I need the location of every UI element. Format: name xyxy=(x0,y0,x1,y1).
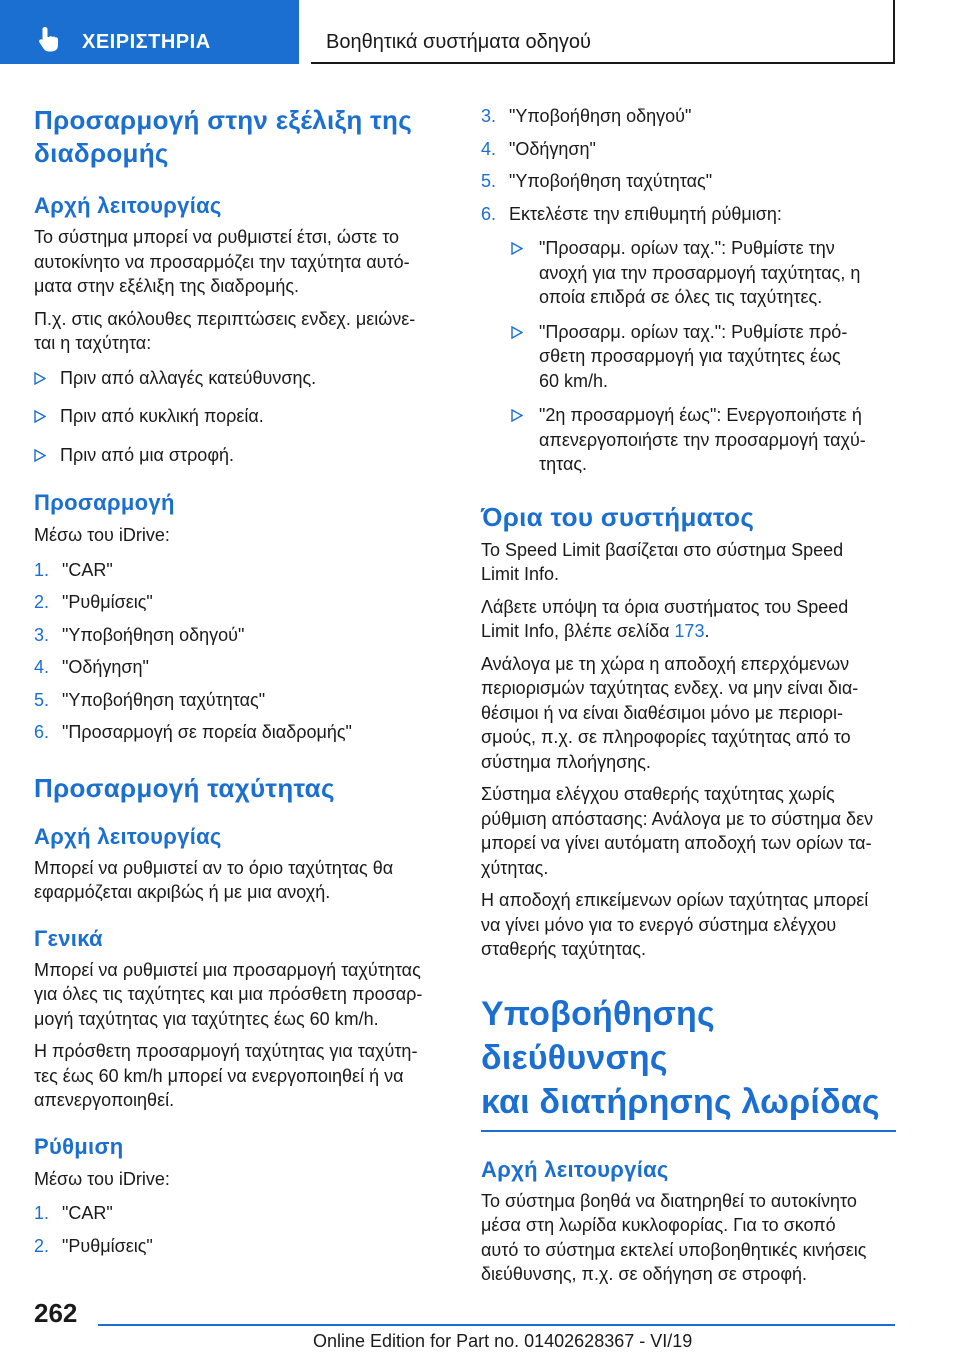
paragraph-general-1 xyxy=(34,958,450,1032)
text-line: διεύθυνσης, π.χ. σε οδήγηση σε στροφή. xyxy=(481,1264,808,1284)
heading-setting: Ρύθμιση xyxy=(34,1133,124,1159)
heading-line: Υποβοήθησης διεύθυνσης xyxy=(481,994,715,1077)
step-text: "Οδήγηση" xyxy=(62,657,149,677)
step-text: "Προσαρμογή σε πορεία διαδρομής" xyxy=(62,722,352,742)
paragraph-limits-1 xyxy=(481,538,896,587)
text-line: Μπορεί να ρυθμιστεί μια προσαρμογή ταχύτητας xyxy=(34,959,421,980)
triangle-bullet-icon xyxy=(34,372,46,385)
triangle-bullet-icon xyxy=(511,409,523,422)
list-item xyxy=(481,202,896,227)
paragraph-via-idrive: Μέσω του iDrive: xyxy=(34,1168,170,1189)
steps-list xyxy=(481,104,896,226)
text-line: Μπορεί να ρυθμιστεί αν το όριο ταχύτητας θα xyxy=(34,857,394,878)
step-number: 4. xyxy=(34,657,50,677)
text-line: Ανάλογα με τη χώρα η αποδοχή επερχόμενων xyxy=(481,653,850,674)
page-reference-link[interactable]: 173 xyxy=(674,621,705,641)
text-line: 60 km/h. xyxy=(539,370,609,391)
text-line: τητας. xyxy=(539,454,588,474)
heading-system-limits: Όρια του συστήματος xyxy=(481,501,755,532)
pointing-hand-icon xyxy=(36,25,64,53)
paragraph-principle xyxy=(34,856,450,905)
paragraph-limits-3 xyxy=(481,652,896,775)
left-column xyxy=(34,100,450,1258)
list-item xyxy=(481,104,896,129)
chapter-tab-label: ΧΕΙΡΙΣΤΗΡΙΑ xyxy=(82,31,211,53)
text-line: σταθερής ταχύτητας. xyxy=(481,939,646,959)
text-line: "Προσαρμ. ορίων ταχ.": Ρυθμίστε την xyxy=(539,238,835,258)
step-text: "Υποβοήθηση οδηγού" xyxy=(62,624,245,645)
step-text: "Ρυθμίσεις" xyxy=(62,1235,153,1256)
step-number: 6. xyxy=(481,203,497,224)
text-line: Η αποδοχή επικείμενων ορίων ταχύτητας μπορεί xyxy=(481,890,869,910)
sub-bullet-item xyxy=(481,403,896,477)
list-item xyxy=(34,655,450,680)
heading-lane-assist xyxy=(481,992,896,1124)
triangle-bullet-icon xyxy=(34,410,46,423)
text-line: μπορεί να γίνει αυτόματη αποδοχή των ορίων τα- xyxy=(481,833,872,853)
list-item xyxy=(34,590,450,615)
text-line: Σύστημα ελέγχου σταθερής ταχύτητας χωρίς xyxy=(481,784,835,804)
list-item xyxy=(481,169,896,194)
footer-divider xyxy=(98,1324,895,1326)
text-span: . xyxy=(704,621,710,641)
bullet-text: Πριν από κυκλική πορεία. xyxy=(60,406,264,426)
step-number: 5. xyxy=(34,689,50,710)
step-text: Εκτελέστε την επιθυμητή ρύθμιση: xyxy=(509,203,782,224)
text-line: οποία επιδρά σε όλες τις ταχύτητες. xyxy=(539,287,823,307)
list-item xyxy=(481,137,896,162)
list-item xyxy=(34,688,450,713)
text-line: αυτό το σύστημα εκτελεί υποβοηθητικές κινήσεις xyxy=(481,1239,867,1260)
step-number: 5. xyxy=(481,171,497,191)
heading-line: διαδρομής xyxy=(34,138,169,168)
heading-general: Γενικά xyxy=(34,925,103,951)
text-line: απενεργοποιήστε την προσαρμογή ταχύ- xyxy=(539,429,866,450)
text-line: ανοχή για την προσαρμογή ταχύτητας, η xyxy=(539,262,861,283)
heading-principle: Αρχή λειτουργίας xyxy=(481,1156,669,1182)
text-line: απενεργοποιηθεί. xyxy=(34,1090,175,1110)
text-line: μέσα στη λωρίδα κυκλοφορίας. Για το σκοπό xyxy=(481,1215,836,1235)
text-line: ται η ταχύτητα: xyxy=(34,333,152,353)
page-number: 262 xyxy=(34,1298,78,1328)
step-text: "Υποβοήθηση ταχύτητας" xyxy=(62,689,266,710)
text-line: Λάβετε υπόψη τα όρια συστήματος του Speed xyxy=(481,596,849,617)
paragraph-general-2 xyxy=(34,1039,450,1113)
text-line: να γίνει μόνο για το ενεργό σύστημα ελέγχου xyxy=(481,914,837,935)
text-line: μογή ταχύτητας για ταχύτητες έως 60 km/h. xyxy=(34,1008,379,1029)
text-line: σμούς, π.χ. σε πληροφορίες ταχύτητας από το xyxy=(481,727,851,747)
steps-list xyxy=(34,1201,450,1258)
step-number: 1. xyxy=(34,1203,50,1223)
chapter-tab[interactable] xyxy=(0,0,299,64)
section-tab-label: Βοηθητικά συστήματα οδηγού xyxy=(326,31,591,53)
heading-principle: Αρχή λειτουργίας xyxy=(34,193,222,218)
step-text: "Ρυθμίσεις" xyxy=(62,592,153,612)
text-line: Limit Info. xyxy=(481,564,560,584)
step-number: 2. xyxy=(34,1235,50,1256)
bullet-text: Πριν από μια στροφή. xyxy=(60,444,235,465)
sub-bullet-item xyxy=(481,236,896,310)
paragraph-limits-5 xyxy=(481,888,896,962)
paragraph-lane xyxy=(481,1189,896,1287)
bullet-text: Πριν από αλλαγές κατεύθυνσης. xyxy=(60,367,317,388)
text-line: σύστημα πλοήγησης. xyxy=(481,751,651,772)
step-number: 3. xyxy=(481,106,497,126)
heading-speed-adaptation: Προσαρμογή ταχύτητας xyxy=(34,772,335,803)
heading-adapt-route xyxy=(34,104,450,170)
step-text: "Οδήγηση" xyxy=(509,138,596,159)
text-line: "2η προσαρμογή έως": Ενεργοποιήστε ή xyxy=(539,405,862,425)
paragraph-limits-2 xyxy=(481,595,896,644)
list-item xyxy=(34,1234,450,1259)
heading-principle: Αρχή λειτουργίας xyxy=(34,823,222,849)
text-line: για όλες τις ταχύτητες και μια πρόσθετη προσαρ- xyxy=(34,984,423,1004)
text-line: χύτητας. xyxy=(481,857,549,878)
page-header xyxy=(0,0,960,66)
bullet-item xyxy=(34,404,450,429)
text-line: περιορισμών ταχύτητας ενδεχ. να μην είναι δια- xyxy=(481,678,859,698)
text-line: εφαρμόζεται ακριβώς ή με μια ανοχή. xyxy=(34,882,331,902)
step-number: 6. xyxy=(34,722,50,742)
bullet-item xyxy=(34,366,450,391)
heading-line: και διατήρησης λωρίδας xyxy=(481,1082,880,1121)
text-line: ματα στην εξέλιξη της διαδρομής. xyxy=(34,276,299,296)
sub-bullet-item xyxy=(481,320,896,394)
text-line xyxy=(481,619,896,644)
triangle-bullet-icon xyxy=(511,242,523,255)
text-line: σθετη προσαρμογή για ταχύτητες έως xyxy=(539,346,841,366)
heading-line: Προσαρμογή στην εξέλιξη της xyxy=(34,105,413,135)
paragraph-intro xyxy=(34,225,450,299)
text-span: Limit Info, βλέπε σελίδα xyxy=(481,621,675,641)
text-line: τες έως 60 km/h μπορεί να ενεργοποιηθεί ή να xyxy=(34,1065,404,1086)
text-line: ρύθμιση απόστασης: Ανάλογα με το σύστημα δεν xyxy=(481,808,874,829)
right-column xyxy=(481,104,896,1287)
step-number: 1. xyxy=(34,559,50,580)
text-line: "Προσαρμ. ορίων ταχ.": Ρυθμίστε πρό- xyxy=(539,321,848,342)
triangle-bullet-icon xyxy=(34,449,46,462)
list-item xyxy=(34,558,450,583)
text-line: Η πρόσθετη προσαρμογή ταχύτητας για ταχύτη- xyxy=(34,1041,418,1061)
step-text: "CAR" xyxy=(62,559,113,580)
list-item xyxy=(34,720,450,745)
list-item xyxy=(34,1201,450,1226)
text-line: Π.χ. στις ακόλουθες περιπτώσεις ενδεχ. μειώνε- xyxy=(34,308,416,329)
step-number: 3. xyxy=(34,624,50,645)
step-text: "Υποβοήθηση οδηγού" xyxy=(509,106,692,126)
section-tab[interactable] xyxy=(311,0,895,64)
edition-note: Online Edition for Part no. 01402628367 - VI/19 xyxy=(313,1331,693,1351)
paragraph-example xyxy=(34,307,450,356)
paragraph-via-idrive: Μέσω του iDrive: xyxy=(34,525,170,545)
text-line: θέσιμοι ή να είναι διαθέσιμοι μόνο με περιορι- xyxy=(481,702,844,723)
step-number: 2. xyxy=(34,592,50,612)
text-line: Το Speed Limit βασίζεται στο σύστημα Speed xyxy=(481,539,844,560)
list-item xyxy=(34,623,450,648)
heading-adaptation: Προσαρμογή xyxy=(34,490,175,515)
section-divider xyxy=(481,1130,896,1132)
text-line: αυτοκίνητο να προσαρμόζει την ταχύτητα αυτό- xyxy=(34,251,410,272)
steps-list xyxy=(34,558,450,745)
bullet-item xyxy=(34,443,450,468)
paragraph-limits-4 xyxy=(481,782,896,880)
text-line: Το σύστημα βοηθά να διατηρηθεί το αυτοκίνητο xyxy=(481,1190,857,1211)
step-text: "CAR" xyxy=(62,1203,113,1223)
step-text: "Υποβοήθηση ταχύτητας" xyxy=(509,171,713,191)
triangle-bullet-icon xyxy=(511,326,523,339)
text-line: Το σύστημα μπορεί να ρυθμιστεί έτσι, ώστε το xyxy=(34,227,400,247)
step-number: 4. xyxy=(481,138,497,159)
